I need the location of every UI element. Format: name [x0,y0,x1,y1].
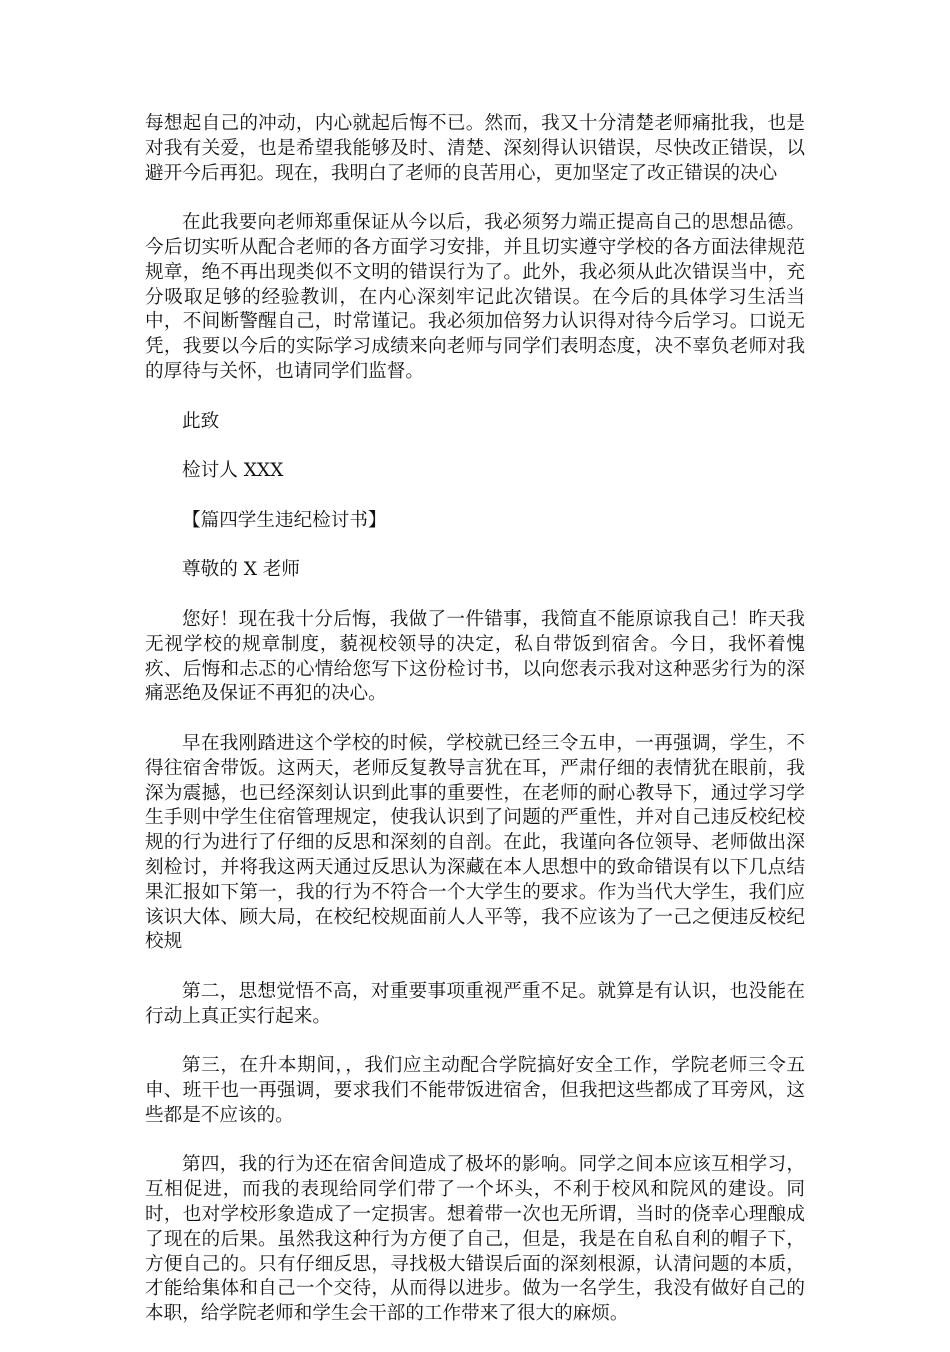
paragraph-1: 每想起自己的冲动，内心就起后悔不已。然而，我又十分清楚老师痛批我，也是对我有关爱，也是希望我能够及时、清楚、深刻得认识错误，尽快改正错误，以避开今后再犯。现在，我明白了老师的良苦用心，更加坚定了改正错误的决心 [145,113,805,184]
signature-line: 检讨人 XXX [182,460,284,482]
salutation-closing: 此致 [182,410,220,432]
paragraph-7: 第四，我的行为还在宿舍间造成了极坏的影响。同学之间本应该互相学习，互相促进，而我的表现给同学们带了一个坏头，不利于校风和院风的建设。同时，也对学校形象造成了一定损害。想着带一次也无所谓，当时的侥幸心理酿成了现在的后果。虽然我这种行为方便了自己，但是，我是在自私自利的帽子下，方便自己的。只有仔细反思，寻找极大错误后面的深刻根源，认清问题的本质，才能给集体和自己一个交待，从而得以进步。做为一名学生，我没有做好自己的本职，给学院老师和学生会干部的工作带来了很大的麻烦。 [145,1154,805,1325]
paragraph-6: 第三，在升本期间，，我们应主动配合学院搞好安全工作，学院老师三令五申、班干也一再强调，要求我们不能带饭进宿舍，但我把这些都成了耳旁风，这些都是不应该的。 [145,1055,805,1126]
greeting: 尊敬的 X 老师 [182,559,301,581]
paragraph-5: 第二，思想觉悟不高，对重要事项重视严重不足。就算是有认识，也没能在行动上真正实行起来。 [145,980,805,1027]
document-page [145,112,805,1352]
section-heading: 【篇四学生违纪检讨书】 [182,509,387,531]
paragraph-4: 早在我刚踏进这个学校的时候，学校就已经三令五申，一再强调，学生，不得往宿舍带饭。这两天，老师反复教导言犹在耳，严肃仔细的表情犹在眼前，我深为震撼，也已经深刻认识到此事的重要性，在老师的耐心教导下，通过学习学生手则中学生住宿管理规定，使我认识到了问题的严重性，并对自己违反校纪校规的行为进行了仔细的反思和深刻的自剖。在此，我谨向各位领导、老师做出深刻检讨，并将我这两天通过反思认为深藏在本人思想中的致命错误有以下几点结果汇报如下第一，我的行为不符合一个大学生的要求。作为当代大学生，我们应该识大体、顾大局，在校纪校规面前人人平等，我不应该为了一己之便违反校纪校规 [145,732,805,953]
paragraph-3: 您好！现在我十分后悔，我做了一件错事，我简直不能原谅我自己！昨天我无视学校的规章制度，藐视校领导的决定，私自带饭到宿舍。今日，我怀着愧疚、后悔和忐忑的心情给您写下这份检讨书，以向您表示我对这种恶劣行为的深痛恶绝及保证不再犯的决心。 [145,608,805,705]
paragraph-2: 在此我要向老师郑重保证从今以后，我必须努力端正提高自己的思想品德。今后切实听从配合老师的各方面学习安排，并且切实遵守学校的各方面法律规范规章，绝不再出现类似不文明的错误行为了。此外，我必须从此次错误当中，充分吸取足够的经验教训，在内心深刻牢记此次错误。在今后的具体学习生活当中，不间断警醒自己，时常谨记。我必须加倍努力认识得对待今后学习。口说无凭，我要以今后的实际学习成绩来向老师与同学们表明态度，决不辜负老师对我的厚待与关怀，也请同学们监督。 [145,212,805,382]
